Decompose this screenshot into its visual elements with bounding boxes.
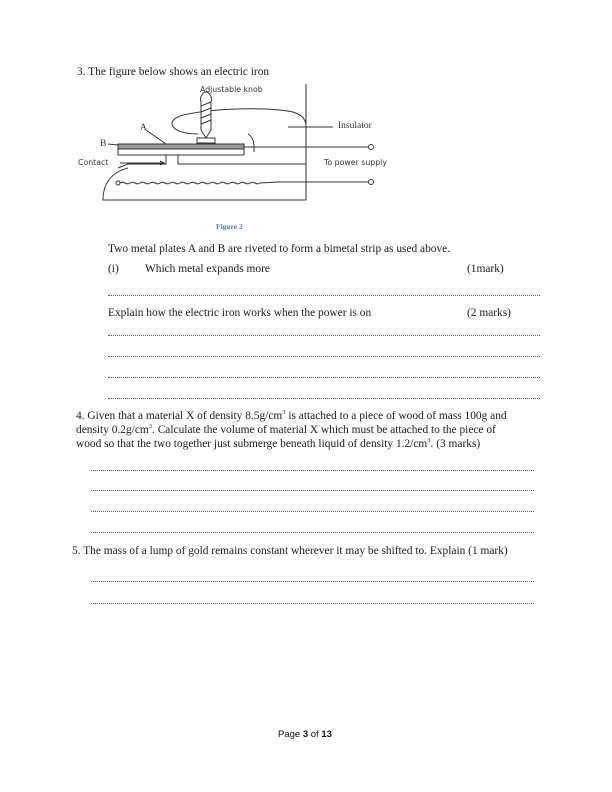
answer-line[interactable] (91, 470, 534, 471)
electric-iron-diagram (78, 82, 398, 202)
label-power-supply: To power supply (324, 158, 387, 167)
question-3-part-i-marks: (1mark) (467, 263, 504, 275)
question-4-line-1: 4. Given that a material X of density $8.5g/cm^3$ is attached to a piece of wood of mass 100g and (76, 409, 507, 422)
figure-caption: Figure 2 (216, 222, 243, 231)
answer-line[interactable] (91, 532, 534, 533)
answer-line[interactable] (108, 356, 540, 357)
answer-line[interactable] (108, 377, 540, 378)
answer-line[interactable] (108, 295, 540, 296)
iron-handle (172, 109, 306, 134)
label-a: A (140, 123, 147, 133)
question-3-title: 3. The figure below shows an electric iron (77, 66, 270, 78)
question-4-line-2: density $0.2g/cm^3$. Calculate the volume of material X which must be attached to the piece of (76, 423, 496, 436)
answer-line[interactable] (91, 603, 534, 604)
heating-element (120, 182, 278, 184)
answer-line[interactable] (91, 490, 534, 491)
answer-line[interactable] (108, 335, 540, 336)
question-3-part-i-text: Which metal expands more (145, 263, 270, 275)
label-adjustable-knob: Adjustable knob (200, 85, 263, 94)
electric-iron-figure (78, 82, 398, 202)
label-contact: Contact (78, 158, 109, 167)
bimetal-strip (118, 144, 244, 149)
label-b: B (100, 139, 107, 149)
question-4-line-3: wood so that the two together just submerge beneath liquid of density $1.2/cm^3$. (3 marks) (76, 437, 481, 450)
question-3-part-i-number: (i) (108, 263, 119, 275)
label-insulator: Insulator (338, 121, 372, 131)
answer-line[interactable] (91, 581, 534, 582)
question-3-part-ii-marks: (2 marks) (467, 307, 511, 319)
question-5-text: 5. The mass of a lump of gold remains constant wherever it may be shifted to. Explain (1 mark) (72, 545, 508, 557)
question-3-part-ii-text: Explain how the electric iron works when the power is on (108, 307, 372, 319)
answer-line[interactable] (108, 398, 540, 399)
answer-line[interactable] (91, 511, 534, 512)
question-3-intro: Two metal plates A and B are riveted to form a bimetal strip as used above. (108, 243, 451, 255)
page-number: Page 3 of 13 (278, 729, 332, 740)
